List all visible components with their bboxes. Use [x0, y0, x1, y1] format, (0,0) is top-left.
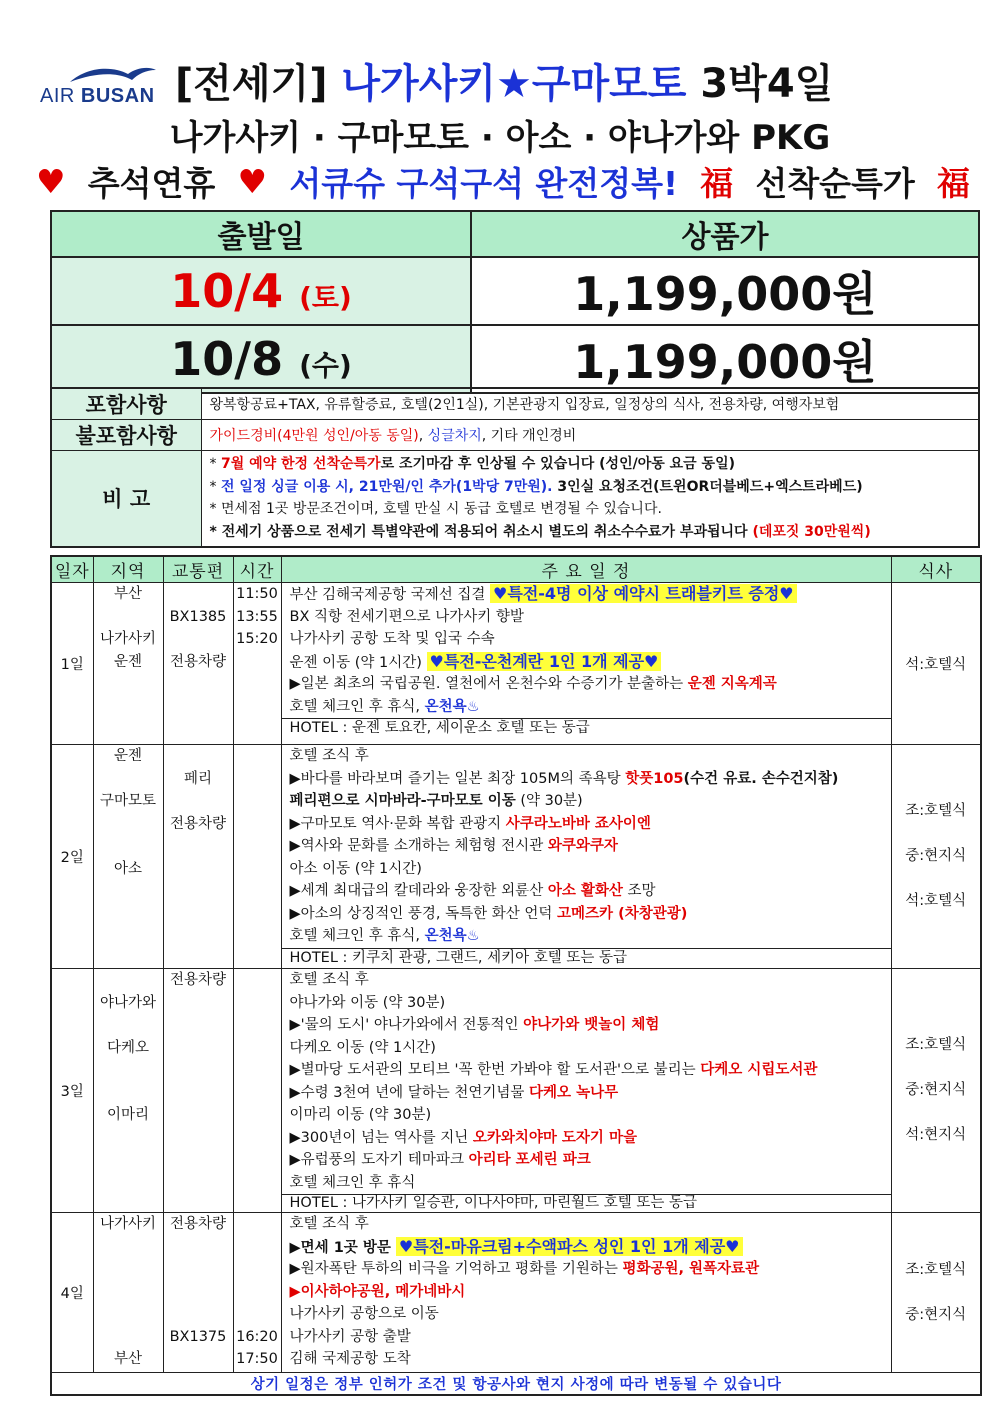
- meal-cell: 조:호텔식 중:현지식 석:현지식: [891, 969, 981, 1213]
- col-header: 식사: [891, 556, 981, 583]
- meal-cell: 조:호텔식 중:현지식: [891, 1213, 981, 1373]
- notes-label: 비 고: [51, 451, 201, 547]
- heart-icon: ♥: [237, 162, 268, 201]
- col-header: 교통편: [163, 556, 233, 583]
- time-cell: 11:50 13:55 15:20: [233, 583, 281, 745]
- page-title: [전세기] 나가사키★구마모토 3박4일: [175, 61, 834, 107]
- notes-value: * 7월 예약 한정 선착순특가로 조기마감 후 인상될 수 있습니다 (성인/아동 요금 동일) * 전 일정 싱글 이용 시, 21만원/인 추가(1박당 7만원). 3인실 요청조건(트윈OR더블베드+엑스트라베드) * 면세점 1곳 방문조건이며, 호텔 만실 시 동급 호텔로 변경될 수 있습니다. * 전세기 상품으로 전세기 특별약관에 적용되어 취소시 별도의 취소수수료가 부과됩니다 (데포짓 30만원씩): [201, 451, 979, 547]
- time-cell: 16:20 17:50: [233, 1213, 281, 1373]
- col-header: 시간: [233, 556, 281, 583]
- benefit-highlight: ♥특전-온천계란 1인 1개 제공♥: [427, 652, 662, 671]
- benefit-highlight: ♥특전-4명 이상 예약시 트래블키트 증정♥: [490, 584, 797, 603]
- fortune-icon: 福: [700, 164, 734, 203]
- included-label: 포함사항: [51, 388, 201, 420]
- hotel-info: HOTEL : 키쿠치 관광, 그랜드, 세키아 호텔 또는 동급: [282, 948, 891, 967]
- page-subtitle: 나가사키 · 구마모토 · 아소 · 야나가와 PKG: [169, 118, 831, 158]
- region-cell: 운젠 구마모토 아소: [93, 745, 163, 969]
- excluded-label: 불포함사항: [51, 420, 201, 451]
- day-row: [51, 583, 981, 745]
- col-header: 일자: [51, 556, 93, 583]
- hotel-info: HOTEL : 나가사키 일승관, 이나사야마, 마린월드 호텔 또는 동급: [282, 1194, 891, 1212]
- header-price: 상품가: [471, 211, 979, 257]
- holiday-label: 추석연휴: [87, 164, 216, 203]
- schedule-footnote: 상기 일정은 정부 인허가 조건 및 항공사와 현지 사정에 따라 변동될 수 있습니다: [51, 1373, 981, 1396]
- airline-logo: [40, 64, 158, 108]
- region-cell: 부산 나가사키 운젠: [93, 583, 163, 745]
- transport-cell: 페리 전용차량: [163, 745, 233, 969]
- day-label: 4일: [51, 1213, 93, 1373]
- transport-cell: 전용차량: [163, 969, 233, 1213]
- time-cell: [233, 745, 281, 969]
- meal-cell: 석:호텔식: [891, 583, 981, 745]
- promo-line: [36, 158, 970, 205]
- special-label: 선착순특가: [755, 164, 915, 203]
- transport-cell: BX1385 전용차량: [163, 583, 233, 745]
- day-row: [51, 1213, 981, 1373]
- meal-cell: 조:호텔식 중:현지식 석:호텔식: [891, 745, 981, 969]
- departure-date: 10/4 (토): [51, 257, 471, 325]
- departure-date: 10/8 (수): [51, 325, 471, 393]
- itinerary-cell: 호텔 조식 후 ▶바다를 바라보며 즐기는 일본 최장 105M의 족욕탕 핫풋105(수건 유료. 손수건지참) 페리편으로 시마바라-구마모토 이동 (약 30분) ▶구마모토 역사·문화 복합 관광지 사쿠라노바바 죠사이엔 ▶역사와 문화를 소개하는 체험형 전시관 와쿠와쿠자 아소 이동 (약 1시간) ▶세계 최대급의 칼데라와 웅장한 외륜산 아소 활화산 조망 ▶아소의 상징적인 풍경, 독특한 화산 언덕 고메즈카 (차창관광) 호텔 체크인 후 휴식, 온천욕♨ HOTEL : 키쿠치 관광, 그랜드, 세키아 호텔 또는 동급: [281, 745, 891, 969]
- day-label: 1일: [51, 583, 93, 745]
- col-header: 지역: [93, 556, 163, 583]
- price-value: 1,199,000원: [471, 325, 979, 393]
- time-cell: [233, 969, 281, 1213]
- hotel-info: HOTEL : 운젠 토요칸, 세이운소 호텔 또는 동급: [282, 718, 891, 738]
- day-label: 2일: [51, 745, 93, 969]
- transport-cell: 전용차량 BX1375: [163, 1213, 233, 1373]
- day-row: [51, 969, 981, 1213]
- price-table: [50, 210, 980, 394]
- excluded-value: 가이드경비(4만원 성인/아동 동일), 싱글차지, 기타 개인경비: [201, 420, 979, 451]
- included-value: 왕복항공료+TAX, 유류할증료, 호텔(2인1실), 기본관광지 입장료, 일정상의 식사, 전용차량, 여행자보험: [201, 388, 979, 420]
- col-header: 주 요 일 정: [281, 556, 891, 583]
- day-row: [51, 745, 981, 969]
- bird-logo-icon: [68, 64, 158, 86]
- header-departure: 출발일: [51, 211, 471, 257]
- fortune-icon: 福: [937, 164, 970, 203]
- region-cell: 나가사키 부산: [93, 1213, 163, 1373]
- price-value: 1,199,000원: [471, 257, 979, 325]
- day-label: 3일: [51, 969, 93, 1213]
- benefit-highlight: ♥특전-마유크림+수액파스 성인 1인 1개 제공♥: [396, 1237, 743, 1256]
- itinerary-cell: 부산 김해국제공항 국제선 집결 ♥특전-4명 이상 예약시 트래블키트 증정♥ BX 직항 전세기편으로 나가사키 향발 나가사키 공항 도착 및 입국 수속 운젠 이동 (약 1시간) ♥특전-온천계란 1인 1개 제공♥ ▶일본 최초의 국립공원. 열천에서 온천수와 수증기가 분출하는 운젠 지옥계곡 호텔 체크인 후 휴식, 온천욕♨ HOTEL : 운젠 토요칸, 세이운소 호텔 또는 동급: [281, 583, 891, 745]
- schedule-table: [50, 555, 982, 1396]
- info-table: [50, 387, 980, 548]
- promo-text: 서큐슈 구석구석 완전정복!: [289, 164, 678, 203]
- region-cell: 야나가와 다케오 이마리: [93, 969, 163, 1213]
- logo-text: AIR BUSAN: [40, 85, 155, 107]
- heart-icon: ♥: [36, 162, 66, 201]
- itinerary-cell: 호텔 조식 후 ▶면세 1곳 방문 ♥특전-마유크림+수액파스 성인 1인 1개 제공♥ ▶원자폭탄 투하의 비극을 기억하고 평화를 기원하는 평화공원, 원폭자료관 ▶이사하야공원, 메가네바시 나가사키 공항으로 이동 나가사키 공항 출발 김해 국제공항 도착: [281, 1213, 891, 1373]
- itinerary-cell: 호텔 조식 후 야나가와 이동 (약 30분) ▶'물의 도시' 야나가와에서 전통적인 야나가와 뱃놀이 체험 다케오 이동 (약 1시간) ▶별마당 도서관의 모티브 '꼭 한번 가봐야 할 도서관'으로 불리는 다케오 시립도서관 ▶수령 3천여 년에 달하는 천연기념물 다케오 녹나무 이마리 이동 (약 30분) ▶300년이 넘는 역사를 지닌 오카와치야마 도자기 마을 ▶유럽풍의 도자기 테마파크 아리타 포세린 파크 호텔 체크인 후 휴식 HOTEL : 나가사키 일승관, 이나사야마, 마린월드 호텔 또는 동급: [281, 969, 891, 1213]
